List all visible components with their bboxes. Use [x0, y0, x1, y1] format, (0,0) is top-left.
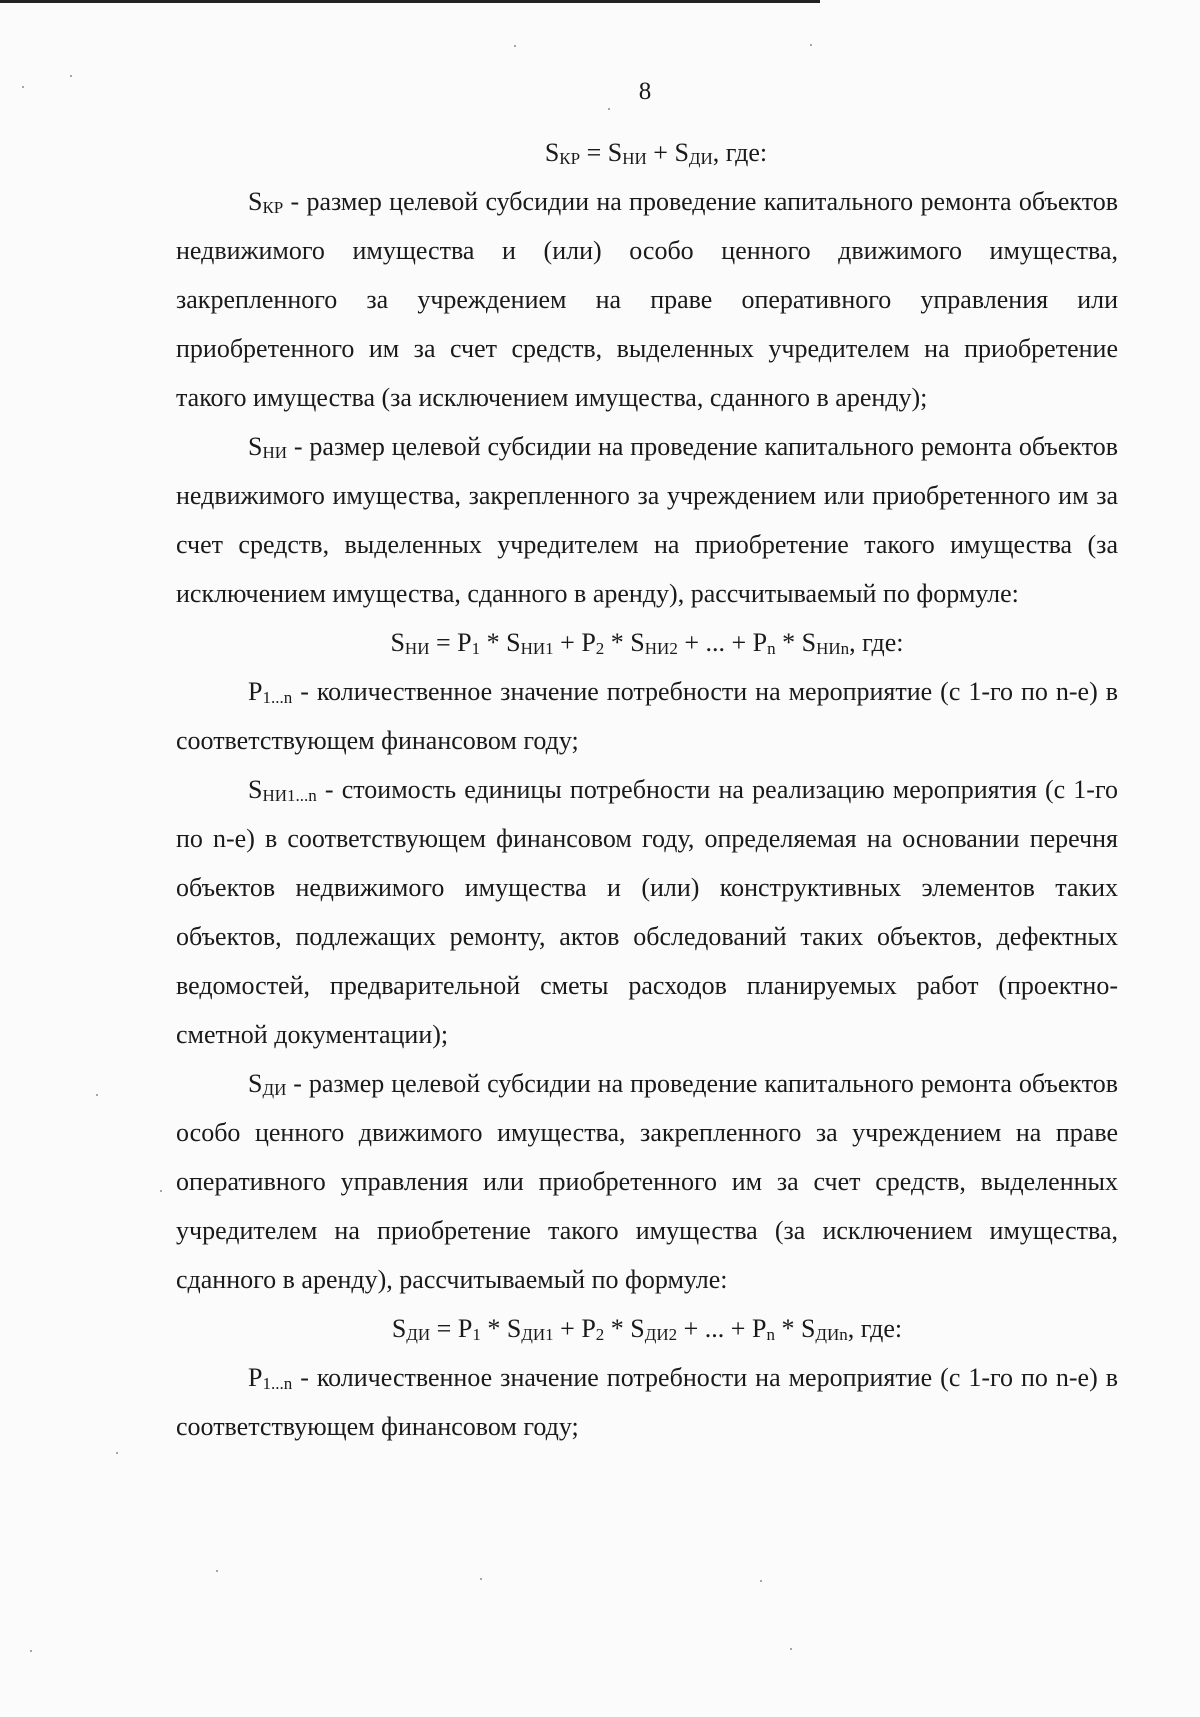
- page-number: 8: [638, 78, 652, 105]
- formula-skr: $S_{КР} = S_{НИ} + S_{ДИ}$, где:: [544, 138, 768, 168]
- scan-speck: [608, 108, 610, 110]
- scan-speck: [96, 1094, 98, 1096]
- scan-speck: [216, 1570, 218, 1572]
- scan-speck: [790, 1648, 792, 1650]
- definition-p-di: $P_{1...n}$ - количественное значение потребности на мероприятие (с 1-го по n-е) в соответствующем финансовом году;: [176, 1363, 1118, 1441]
- scan-speck: [480, 1578, 482, 1580]
- scan-speck: [760, 1580, 762, 1582]
- definition-sdi: $S_{ДИ}$ - размер целевой субсидии на проведение капитального ремонта объектов особо ценного движимого имущества, закрепленного за учреждением на праве оперативного управления или приобретенного им за счет средств, выделенных учредителем на приобретение такого имущества (за исключением имущества, сданного в аренду), рассчитываемый по формуле:: [176, 1069, 1118, 1294]
- definition-sni-unit-cost: $S_{НИ1...n}$ - стоимость единицы потребности на реализацию мероприятия (с 1-го по n-е) в соответствующем финансовом году, определяемая на основании перечня объектов недвижимого имущества и (или) конструктивных элементов таких объектов, подлежащих ремонту, актов обследований таких объектов, дефектных ведомостей, предварительной сметы расходов планируемых работ (проектно-сметной документации);: [176, 775, 1118, 1049]
- scan-speck: [70, 75, 72, 77]
- scan-speck: [22, 86, 24, 88]
- formula-sni: $S_{НИ} = P_1 * S_{НИ1} + P_2 * S_{НИ2}$ + ... + $P_n * S_{НИn}$, где:: [390, 628, 904, 658]
- top-border-line: [0, 0, 820, 3]
- definition-p-ni: $P_{1...n}$ - количественное значение потребности на мероприятие (с 1-го по n-е) в соответствующем финансовом году;: [176, 677, 1118, 755]
- scan-speck: [810, 44, 812, 46]
- formula-sdi: $S_{ДИ} = P_1 * S_{ДИ1} + P_2 * S_{ДИ2}$ + ... + $P_n * S_{ДИn}$, где:: [391, 1314, 903, 1344]
- scan-speck: [30, 1650, 32, 1652]
- document-body: [176, 128, 1118, 1451]
- definition-skr: $S_{КР}$ - размер целевой субсидии на проведение капитального ремонта объектов недвижимого имущества и (или) особо ценного движимого имущества, закрепленного за учреждением на праве оперативного управления или приобретенного им за счет средств, выделенных учредителем на приобретение такого имущества (за исключением имущества, сданного в аренду);: [176, 187, 1118, 412]
- definition-sni: $S_{НИ}$ - размер целевой субсидии на проведение капитального ремонта объектов недвижимого имущества, закрепленного за учреждением или приобретенного им за счет средств, выделенных учредителем на приобретение такого имущества (за исключением имущества, сданного в аренду), рассчитываемый по формуле:: [176, 432, 1118, 608]
- scan-speck: [514, 45, 516, 47]
- scan-speck: [160, 1190, 162, 1192]
- scan-speck: [116, 1452, 118, 1454]
